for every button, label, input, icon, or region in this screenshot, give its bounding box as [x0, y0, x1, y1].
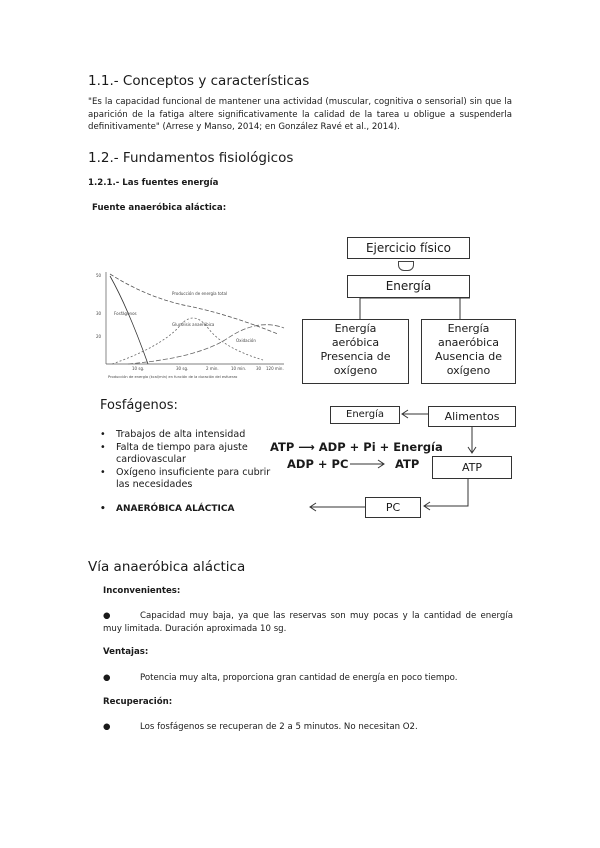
section-title-fundamentos: 1.2.- Fundamentos fisiológicos	[88, 150, 294, 166]
bullet-icon: ●	[103, 673, 111, 683]
graph-caption: Producción de energía (kcal/min) en función de la duración del esfuerzo	[108, 375, 238, 379]
xtick-10min: 10 min.	[231, 366, 247, 371]
box-alimentos: Alimentos	[428, 406, 516, 427]
equation-pc: ADP + PC	[287, 457, 349, 471]
recuperacion-label: Recuperación:	[103, 697, 173, 707]
fosfagenos-item: • Trabajos de alta intensidad	[100, 429, 280, 441]
inconvenientes-text: Capacidad muy baja, ya que las reservas son muy pocas y la cantidad de energía muy limitada. Duración aproximada 10 sg.	[103, 611, 513, 634]
fosfagenos-curve	[110, 276, 148, 364]
box-ejercicio: Ejercicio físico	[347, 237, 470, 259]
fuente-label: Fuente anaeróbica aláctica:	[92, 203, 227, 213]
ventajas-label: Ventajas:	[103, 647, 149, 657]
oxidacion-curve	[128, 325, 284, 364]
xtick-120min: 120 min.	[266, 366, 284, 371]
section-title-conceptos: 1.1.- Conceptos y características	[88, 73, 310, 89]
ytick-20: 20	[96, 334, 102, 339]
box-atp: ATP	[432, 456, 512, 479]
label-glucolisis: Glucólisis anaeróbica	[172, 322, 215, 327]
xtick-10sg: 10 sg.	[132, 366, 145, 371]
connector-atp-pc	[420, 478, 480, 512]
definition-quote: "Es la capacidad funcional de mantener una actividad (muscular, cognitiva o sensorial) sin que la aparición de la fatiga altere significativamente la calidad de la tarea u obligue a suspenderla definitivamente" (Arrese y Manso, 2014; en González Ravé et al., 2014).	[88, 97, 512, 132]
box-anaerobica: Energía anaeróbica Ausencia de oxígeno	[421, 319, 516, 384]
bullet-icon: ●	[103, 611, 111, 621]
fosfagenos-item-anaerobica: • ANAERÓBICA ALÁCTICA	[100, 503, 280, 515]
label-total: Producción de energía total	[172, 291, 228, 296]
ytick-50: 50	[96, 273, 102, 278]
arrow-to-energia	[398, 406, 430, 420]
arrow-pc-out	[306, 500, 368, 514]
xtick-30sg: 30 sg.	[176, 366, 189, 371]
box-energia: Energía	[347, 275, 470, 298]
recuperacion-text: Los fosfágenos se recuperan de 2 a 5 minutos. No necesitan O2.	[140, 722, 418, 732]
down-arrow-icon	[398, 261, 414, 271]
box-energia-2: Energía	[330, 406, 400, 424]
fosfagenos-list	[100, 429, 280, 516]
equation-atp-result: ATP	[395, 457, 420, 471]
fosfagenos-title: Fosfágenos:	[100, 398, 178, 413]
via-title: Vía anaeróbica aláctica	[88, 559, 246, 575]
label-fosfagenos: Fosfágenos	[114, 311, 137, 316]
box-pc: PC	[365, 497, 421, 518]
arrow-down-atp	[466, 425, 478, 457]
xtick-30: 30	[256, 366, 262, 371]
ytick-30: 30	[96, 311, 102, 316]
equation-atp: ATP ⟶ ADP + Pi + Energía	[270, 440, 443, 454]
bullet-icon: ●	[103, 722, 111, 732]
box-aerobica: Energía aeróbica Presencia de oxígeno	[302, 319, 409, 384]
label-oxidacion: Oxidación	[236, 338, 256, 343]
branch-lines	[350, 297, 480, 321]
subsection-title-fuentes: 1.2.1.- Las fuentes energía	[88, 178, 219, 188]
arrow-eq	[348, 458, 388, 470]
energy-graph	[88, 268, 293, 386]
fosfagenos-item: • Falta de tiempo para ajuste cardiovascular	[100, 442, 280, 466]
ventajas-text: Potencia muy alta, proporciona gran cantidad de energía en poco tiempo.	[140, 673, 458, 683]
xtick-2min: 2 min.	[206, 366, 219, 371]
inconvenientes-label: Inconvenientes:	[103, 586, 181, 596]
fosfagenos-item: • Oxígeno insuficiente para cubrir las necesidades	[100, 467, 280, 491]
